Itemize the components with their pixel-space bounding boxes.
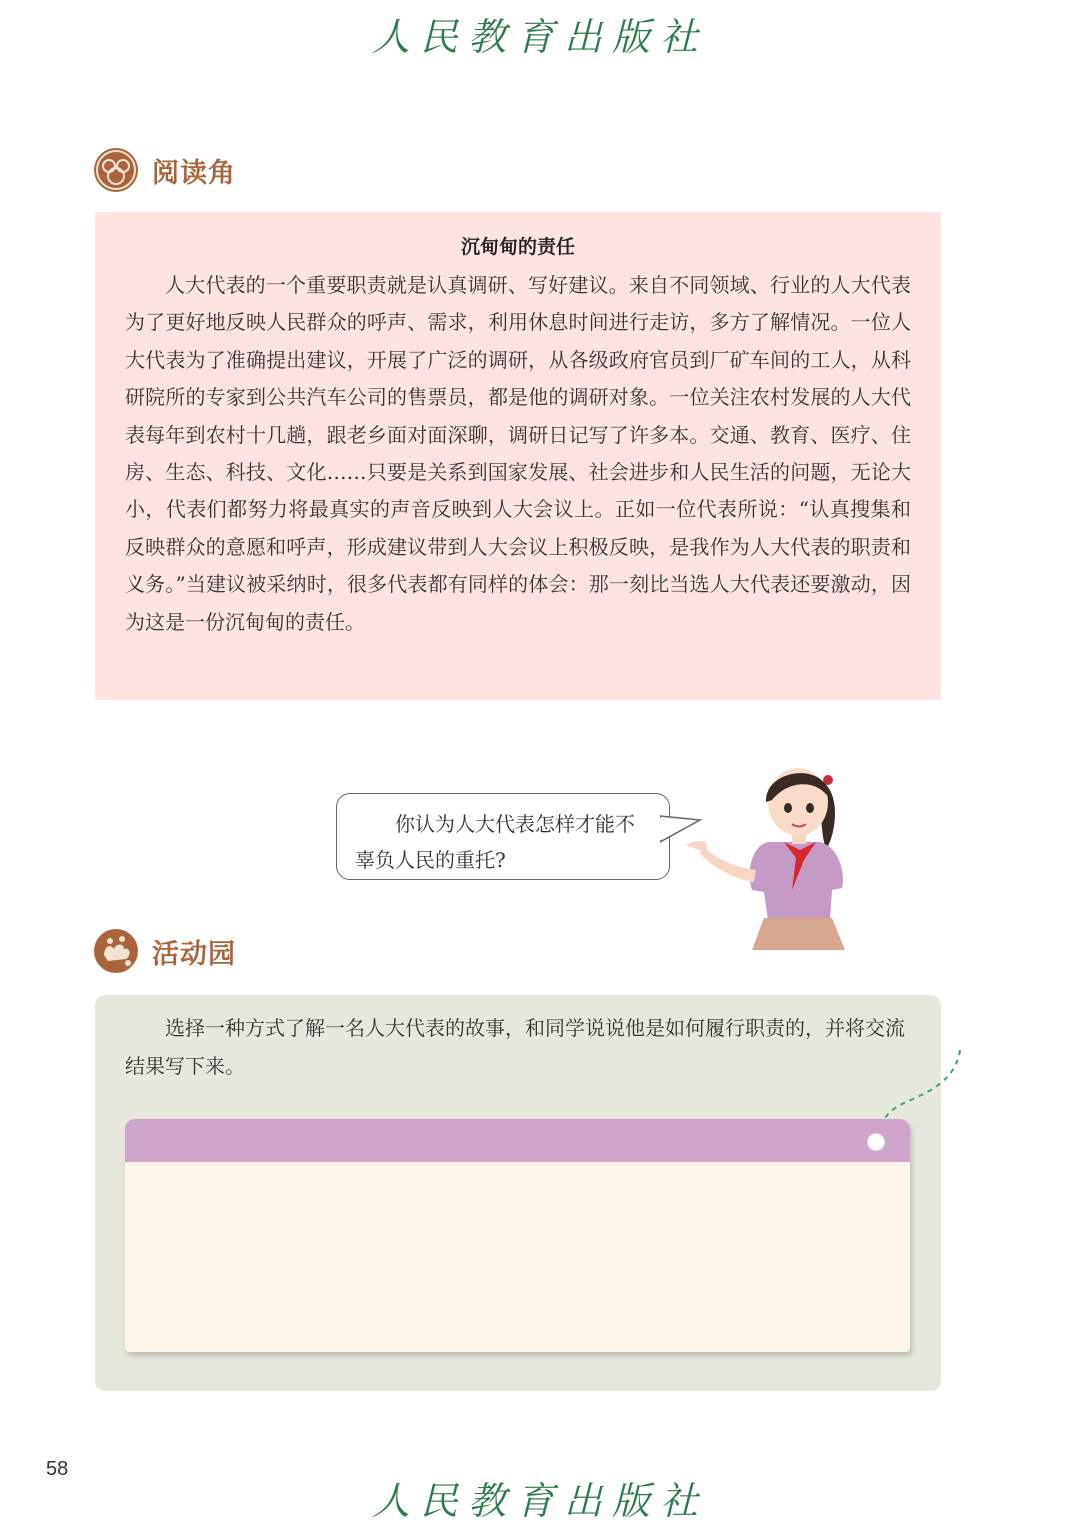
reading-box — [95, 212, 941, 700]
card-hole — [867, 1133, 885, 1151]
article-body: 人大代表的一个重要职责就是认真调研、写好建议。来自不同领域、行业的人大代表为了更好地反映人民群众的呼声、需求，利用休息时间进行走访，多方了解情况。一位人大代表为了准确提出建议，开展了广泛的调研，从各级政府官员到厂矿车间的工人，从科研院所的专家到公共汽车公司的售票员，都是他的调研对象。一位关注农村发展的人大代表每年到农村十几趟，跟老乡面对面深聊，调研日记写了许多本。交通、教育、医疗、住房、生态、科技、文化……只要是关系到国家发展、社会进步和人民生活的问题，无论大小，代表们都努力将最真实的声音反映到人大会议上。正如一位代表所说：“认真搜集和反映群众的意愿和呼声，形成建议带到人大会议上积极反映，是我作为人大代表的职责和义务。”当建议被采纳时，很多代表都有同样的体会：那一刻比当选人大代表还要激动，因为这是一份沉甸甸的责任。 — [125, 273, 911, 634]
answer-card-header — [125, 1119, 910, 1162]
student-illustration — [680, 750, 860, 950]
page-number: 58 — [46, 1458, 69, 1480]
activity-section-header — [94, 928, 236, 974]
article-title: 沉甸甸的责任 — [460, 236, 575, 258]
publisher-logo-bottom: 人民教育出版社 — [371, 1479, 708, 1523]
reading-icon — [94, 148, 138, 192]
activity-instruction: 选择一种方式了解一名人大代表的故事，和同学说说他是如何履行职责的，并将交流结果写下来。 — [125, 1016, 905, 1078]
speech-bubble: 你认为人大代表怎样才能不辜负人民的重托? — [336, 793, 670, 880]
activity-icon — [94, 929, 138, 973]
reading-section-header — [94, 147, 236, 193]
reading-section-title: 阅读角 — [152, 157, 236, 189]
activity-section-title: 活动园 — [152, 938, 236, 970]
publisher-logo-top: 人民教育出版社 — [371, 15, 708, 59]
answer-card[interactable] — [125, 1119, 910, 1352]
